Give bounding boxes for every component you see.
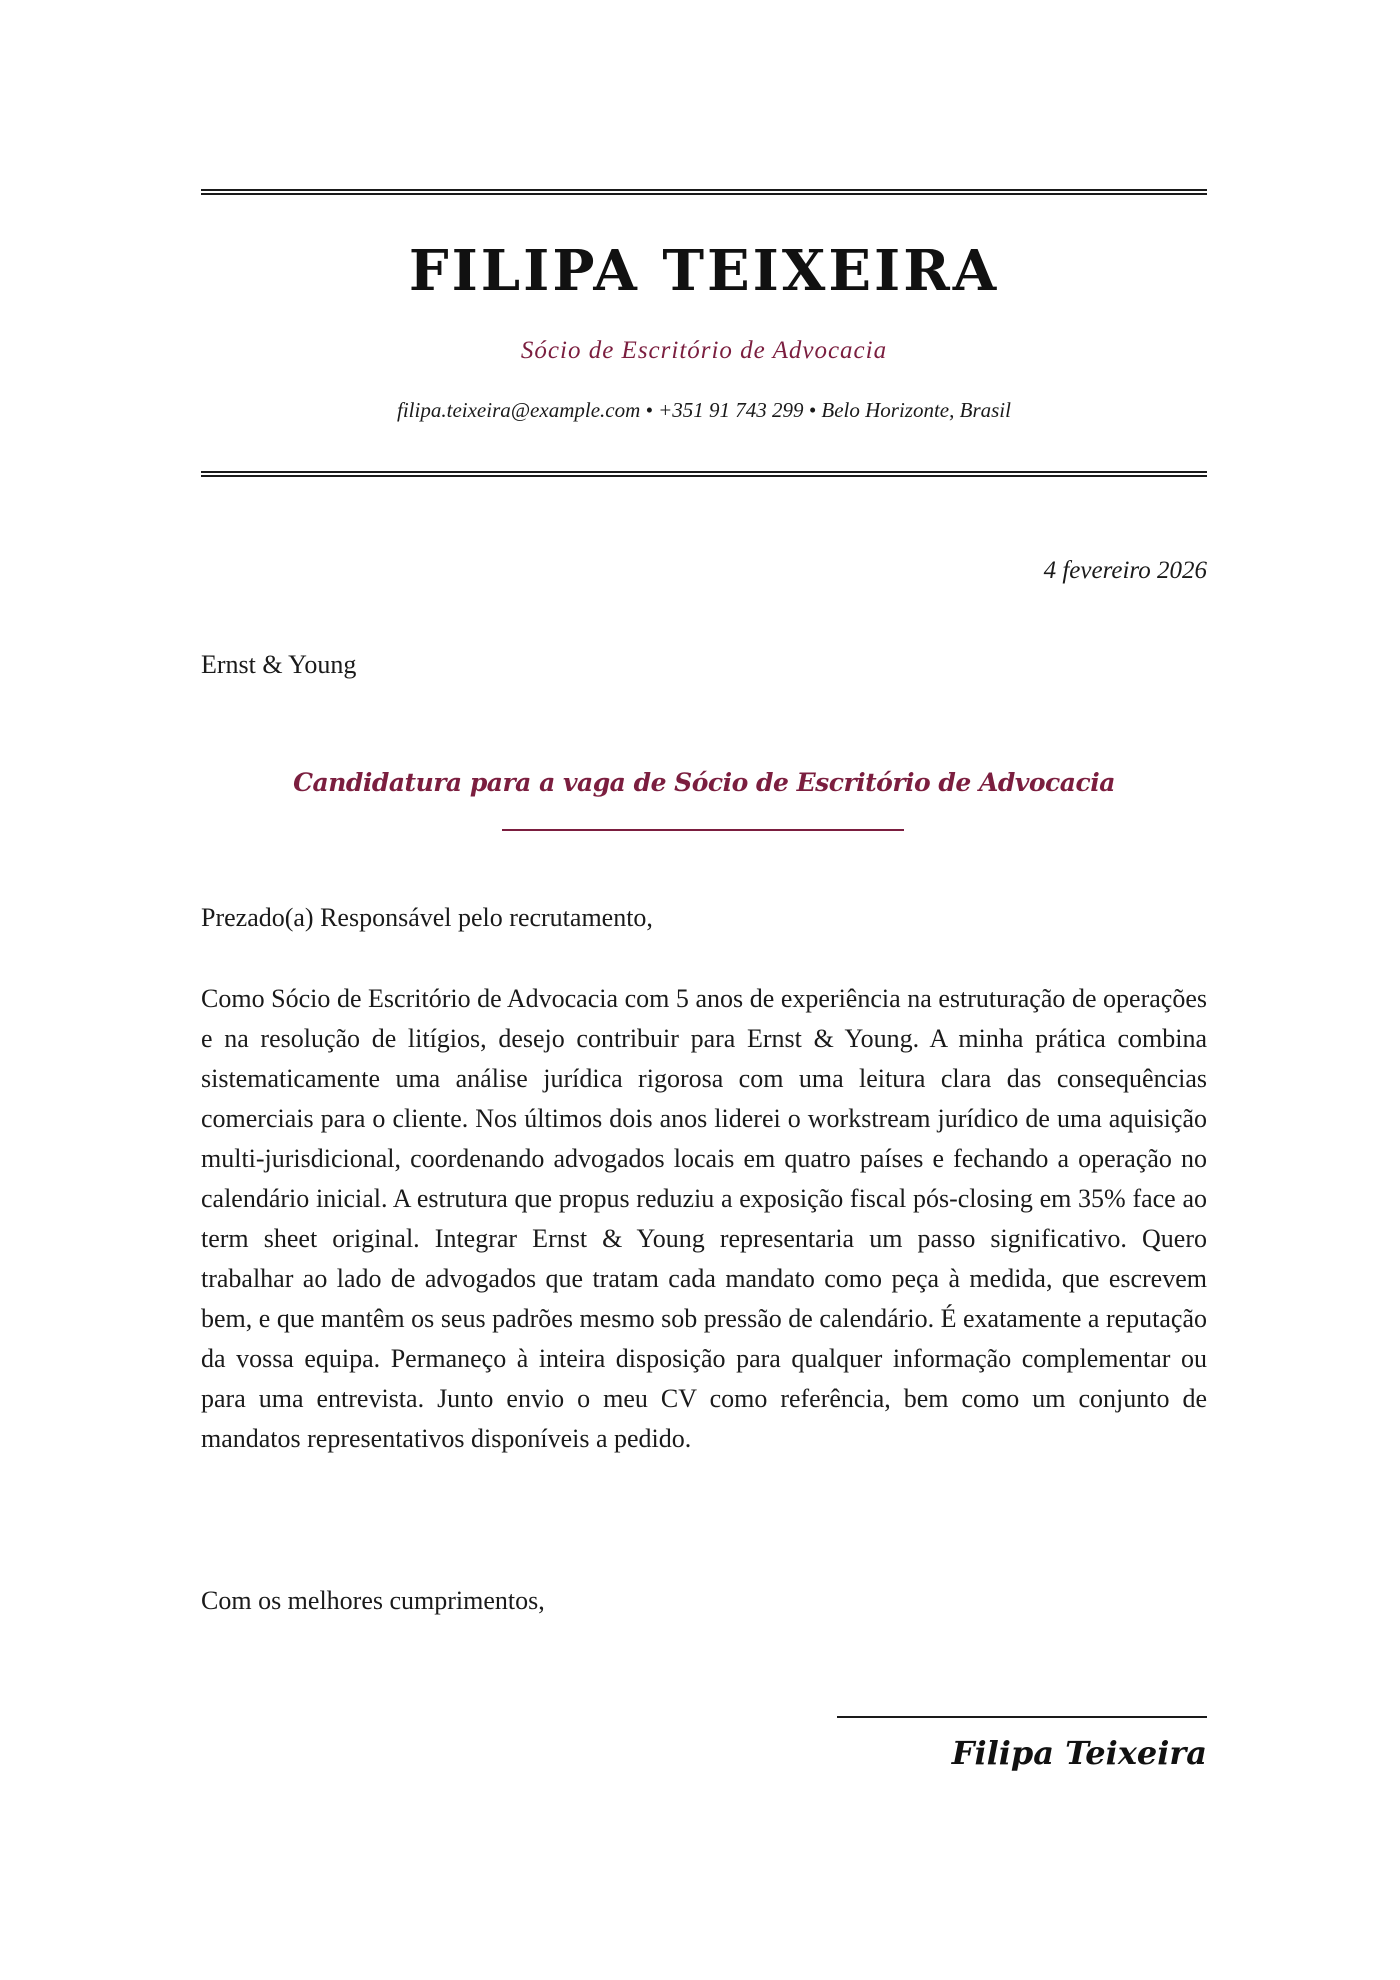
contact-line: filipa.teixeira@example.com • +351 91 743 299 • Belo Horizonte, Brasil — [397, 398, 1011, 422]
closing: Com os melhores cumprimentos, — [201, 1586, 545, 1615]
subject-line: Candidatura para a vaga de Sócio de Escritório de Advocacia — [293, 768, 1115, 797]
subject-underline — [502, 829, 904, 831]
salutation: Prezado(a) Responsável pelo recrutamento, — [201, 903, 653, 932]
header-top-double-rule — [201, 189, 1207, 195]
applicant-name: FILIPA TEIXEIRA — [408, 238, 1000, 304]
signature-name: Filipa Teixeira — [951, 1734, 1207, 1772]
signature-line — [837, 1716, 1207, 1718]
letter-date: 4 fevereiro 2026 — [1043, 557, 1207, 584]
applicant-role: Sócio de Escritório de Advocacia — [520, 337, 888, 364]
letter-body-paragraph: Como Sócio de Escritório de Advocacia com 5 anos de experiência na estruturação de operações e na resolução de litígios, desejo contribuir para Ernst & Young. A minha prática combina sistematicamente uma análise jurídica rigorosa com uma leitura clara das consequências comerciais para o cliente. Nos últimos dois anos liderei o workstream jurídico de uma aquisição multi-jurisdicional, coordenando advogados locais em quatro países e fechando a operação no calendário inicial. A estrutura que propus reduziu a exposição fiscal pós-closing em 35% face ao term sheet original. Integrar Ernst & Young representaria um passo significativo. Quero trabalhar ao lado de advogados que tratam cada mandato como peça à medida, que escrevem bem, e que mantêm os seus padrões mesmo sob pressão de calendário. É exatamente a reputação da vossa equipa. Permaneço à inteira disposição para qualquer informação complementar ou para uma entrevista. Junto envio o meu CV como referência, bem como um conjunto de mandatos representativos disponíveis a pedido. — [201, 984, 1207, 1453]
recipient: Ernst & Young — [201, 650, 357, 679]
header-bottom-double-rule — [201, 471, 1207, 477]
